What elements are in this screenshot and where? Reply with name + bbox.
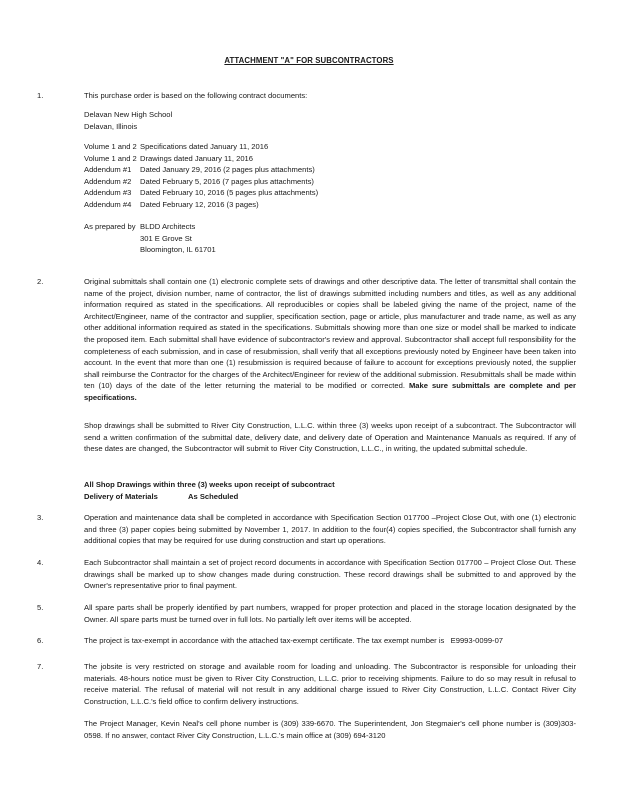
jobsite-text: The jobsite is very restricted on storage and available room for loading and unloading. The Subcontractor is responsible for unloading their materials. 48-hours notice must be given to River City Construction, L.L.C. prior to receiving shipments. Failure to do so may result in refusal to receive material. The refusal of material will not result in any additional charge issued to River City Construction, L.L.C. Contact River City Construction, L.L.C.'s field office to confirm delivery instructions. [84, 662, 576, 706]
project-location: Delavan, Illinois [84, 122, 138, 131]
item-number: 5. [37, 603, 44, 612]
document-label: Addendum #3 [84, 188, 132, 198]
document-label: Addendum #1 [84, 165, 132, 175]
prepared-label: As prepared by [84, 222, 136, 231]
document-label: Addendum #2 [84, 176, 132, 186]
document-text: Dated January 29, 2016 (2 pages plus attachments) [140, 165, 315, 175]
submittals-text: Original submittals shall contain one (1) electronic complete sets of drawings and other descriptive data. The letter of transmittal shall contain the name of the project, division number, name of contractor, the list of drawings submitted including numbers and titles, as well as any additional information required as stated in the specifications. All reproducibles or copies shall be labeled giving the name of the project, name of the Architect/Engineer, name of the contractor and supplier, specification section, page or article, plus manufacturer and trade name, as well as any other additional information required as stated in the specifications. Submittals showing more than one size or model shall be marked to indicate the proposed item. Each submittal shall have evidence of subcontractor's review and approval. Subcontractor shall accept full responsibility for the completeness of each submission, and in case of resubmission, shall verify that all exceptions previously noted by Engineer have been taken into account. In the event that more than one (1) resubmission is required because of failure to account for exceptions previously noted, the supplier shall reimburse the Contractor for the charges of the Architect/Engineer for review of the additional submission. Resubmittals shall be made within ten (10) days of the date of the letter returning the material to be modified or corrected. [84, 277, 576, 391]
shop-drawings-paragraph [84, 420, 576, 455]
document-text: Specifications dated January 11, 2016 [140, 142, 269, 151]
document-row [84, 176, 576, 188]
om-data-text: Operation and maintenance data shall be completed in accordance with Specification Section 017700 –Project Close Out, with one (1) electronic and three (3) paper copies being submitted by November 1, 2017. In addition to the four(4) copies specified, the Subcontractor shall furnish any additional copies that may be required for use during construction and start up operations. [84, 513, 576, 546]
contract-intro: This purchase order is based on the following contract documents: [84, 91, 308, 100]
record-documents-text: Each Subcontractor shall maintain a set of project record documents in accordance with Specification Section 017700 – Project Close Out. These drawings shall be marked up to show changes made during construction. These record drawings shall be submitted to and approved by the Owner's representative prior to final payment. [84, 558, 576, 591]
document-row [84, 199, 576, 211]
item-number: 6. [37, 636, 44, 645]
jobsite-paragraph [84, 661, 576, 707]
document-label: Volume 1 and 2 [84, 153, 137, 163]
item-number: 3. [37, 513, 44, 522]
tax-exempt-line [84, 635, 576, 647]
submittals-emphasis: Make sure submittals are complete and per specifications. [84, 381, 576, 402]
architect-city: Bloomington, IL 61701 [140, 245, 216, 255]
record-documents-paragraph [84, 557, 576, 592]
architect-name: BLDD Architects [140, 222, 196, 231]
spare-parts-paragraph [84, 602, 576, 625]
shop-drawings-text: Shop drawings shall be submitted to River City Construction, L.L.C. within three (3) weeks upon receipt of a subcontract. The Subcontractor will send a written confirmation of the submittal date, delivery date, and delivery date of Operation and Maintenance Manuals as required. If any of these dates are changed, the Subcontractor will submit to River City Construction, L.L.C., in writing, the updated submittal schedule. [84, 421, 576, 454]
item-number: 1. [37, 91, 44, 100]
item-number: 2. [37, 277, 44, 286]
document-list [84, 141, 576, 211]
shop-drawings-heading: All Shop Drawings within three (3) weeks upon receipt of subcontract [84, 480, 335, 489]
submittals-paragraph [84, 276, 576, 404]
item-number: 4. [37, 558, 44, 567]
om-data-paragraph [84, 512, 576, 547]
prepared-by-block [84, 221, 576, 256]
page-title: ATTACHMENT "A" FOR SUBCONTRACTORS [224, 56, 394, 65]
item-number: 7. [37, 662, 44, 671]
tax-exempt-text: The project is tax-exempt in accordance with the attached tax-exempt certificate. The tax exempt number is [84, 636, 445, 645]
contacts-text: The Project Manager, Kevin Neal's cell phone number is (309) 339-6670. The Superintendent, Jon Stegmaier's cell phone number is (309)303-0598. If no answer, contact River City Construction, L.L.C.'s main office at (309) 694-3120 [84, 719, 576, 740]
document-text: Dated February 10, 2016 (5 pages plus attachments) [140, 188, 319, 198]
architect-street: 301 E Grove St [140, 233, 192, 243]
document-row [84, 141, 576, 153]
delivery-value: As Scheduled [188, 492, 239, 501]
document-row [84, 164, 576, 176]
document-text: Dated February 5, 2016 (7 pages plus attachments) [140, 176, 314, 186]
delivery-row [84, 491, 576, 503]
project-name: Delavan New High School [84, 110, 173, 119]
document-text: Drawings dated January 11, 2016 [140, 153, 253, 163]
tax-exempt-number: E9993-0099-07 [450, 636, 504, 645]
document-row [84, 187, 576, 199]
delivery-label: Delivery of Materials [84, 492, 158, 501]
contacts-paragraph [84, 718, 576, 741]
document-label: Addendum #4 [84, 199, 132, 209]
document-label: Volume 1 and 2 [84, 142, 137, 151]
document-text: Dated February 12, 2016 (3 pages) [140, 199, 259, 209]
spare-parts-text: All spare parts shall be properly identified by part numbers, wrapped for proper protection and placed in the storage location designated by the Owner. All spare parts must be turned over in full lots. No partially left over items will be accepted. [84, 603, 576, 624]
document-row [84, 153, 576, 165]
